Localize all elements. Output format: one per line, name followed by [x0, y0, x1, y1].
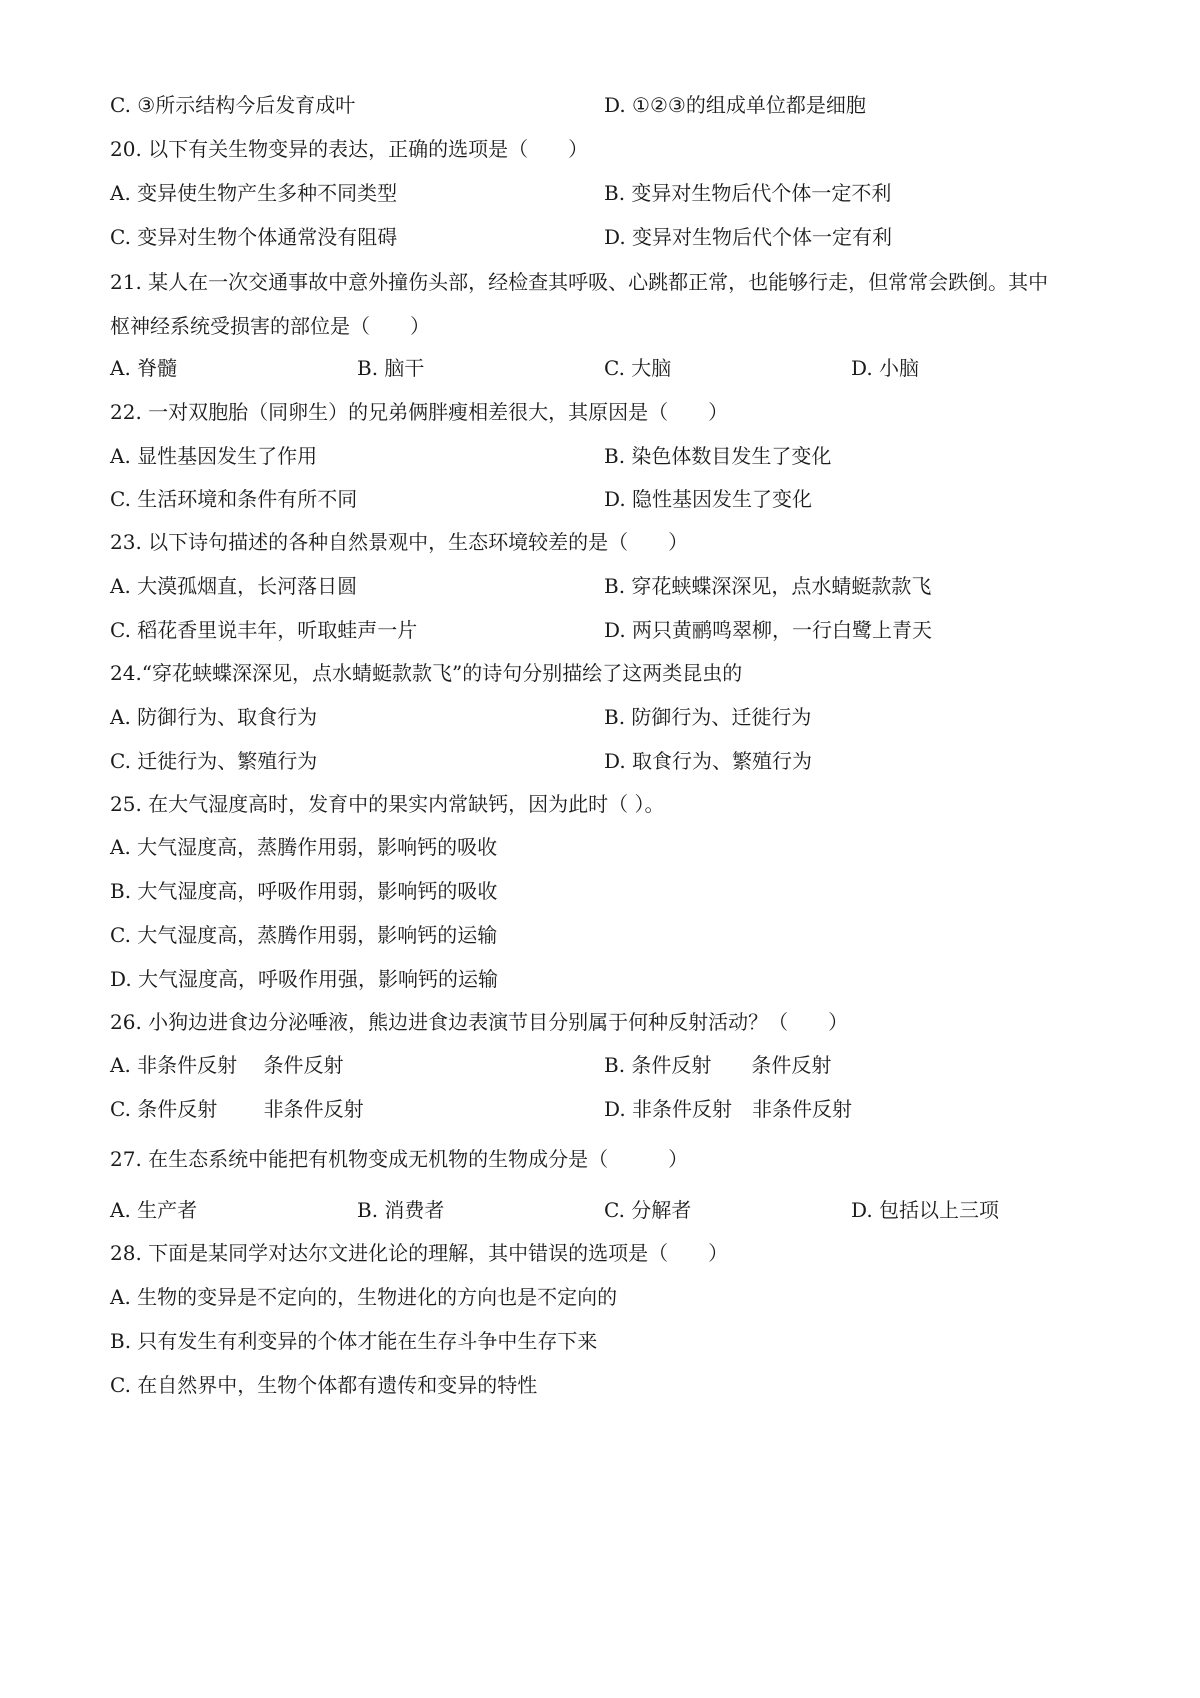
- q27-stem-text: 27. 在生态系统中能把有机物变成无机物的生物成分是（ ）: [110, 1147, 689, 1171]
- q27-option-b: B. 消费者: [357, 1198, 445, 1222]
- question-28-option-a-row: [0, 1280, 1200, 1314]
- question-20-options-row-2: [0, 220, 1200, 254]
- q26-option-c: C. 条件反射 非条件反射: [110, 1097, 364, 1121]
- question-23-stem: [0, 525, 1200, 559]
- q24-option-c: C. 迁徙行为、繁殖行为: [110, 749, 318, 773]
- q23-option-c: C. 稻花香里说丰年，听取蛙声一片: [110, 618, 418, 642]
- question-20-stem: [0, 132, 1200, 166]
- question-21-stem-line-1: [0, 265, 1200, 299]
- q21-option-d: D. 小脑: [851, 356, 920, 380]
- question-24-options-row-2: [0, 744, 1200, 778]
- question-24-stem: [0, 656, 1200, 690]
- q20-stem-text: 20. 以下有关生物变异的表达，正确的选项是（ ）: [110, 137, 589, 161]
- q21-stem-text-2: 枢神经系统受损害的部位是（ ）: [110, 314, 430, 338]
- q23-option-d: D. 两只黄鹂鸣翠柳，一行白鹭上青天: [604, 618, 933, 642]
- q21-option-b: B. 脑干: [357, 356, 425, 380]
- q24-option-a: A. 防御行为、取食行为: [110, 705, 318, 729]
- q22-stem-text: 22. 一对双胞胎（同卵生）的兄弟俩胖瘦相差很大，其原因是（ ）: [110, 400, 729, 424]
- question-25-option-c-row: [0, 918, 1200, 952]
- question-21-options-row: [0, 351, 1200, 385]
- question-22-options-row-1: [0, 439, 1200, 473]
- question-25-option-b-row: [0, 874, 1200, 908]
- q25-option-b: B. 大气湿度高，呼吸作用弱，影响钙的吸收: [110, 879, 498, 903]
- q24-option-b: B. 防御行为、迁徙行为: [604, 705, 812, 729]
- q20-option-d: D. 变异对生物后代个体一定有利: [604, 225, 893, 249]
- q22-option-c: C. 生活环境和条件有所不同: [110, 487, 358, 511]
- question-26-stem: [0, 1005, 1200, 1039]
- q21-option-a: A. 脊髓: [110, 356, 178, 380]
- question-21-stem-line-2: [0, 309, 1200, 343]
- question-26-options-row-1: [0, 1048, 1200, 1082]
- question-26-options-row-2: [0, 1092, 1200, 1126]
- question-25-option-a-row: [0, 830, 1200, 864]
- q20-option-b: B. 变异对生物后代个体一定不利: [604, 181, 892, 205]
- question-25-option-d-row: [0, 962, 1200, 996]
- question-19-options-row: [0, 88, 1200, 122]
- q24-option-d: D. 取食行为、繁殖行为: [604, 749, 813, 773]
- q27-option-c: C. 分解者: [604, 1198, 692, 1222]
- q27-option-a: A. 生产者: [110, 1198, 198, 1222]
- question-22-options-row-2: [0, 482, 1200, 516]
- question-23-options-row-1: [0, 569, 1200, 603]
- q20-option-a: A. 变异使生物产生多种不同类型: [110, 181, 398, 205]
- question-28-option-c-row: [0, 1368, 1200, 1402]
- q26-option-a: A. 非条件反射 条件反射: [110, 1053, 344, 1077]
- q28-option-c: C. 在自然界中，生物个体都有遗传和变异的特性: [110, 1373, 538, 1397]
- q28-option-a: A. 生物的变异是不定向的，生物进化的方向也是不定向的: [110, 1285, 618, 1309]
- q23-option-b: B. 穿花蛱蝶深深见，点水蜻蜓款款飞: [604, 574, 932, 598]
- q20-option-c: C. 变异对生物个体通常没有阻碍: [110, 225, 398, 249]
- q26-option-b: B. 条件反射 条件反射: [604, 1053, 832, 1077]
- q22-option-a: A. 显性基因发生了作用: [110, 444, 318, 468]
- question-28-option-b-row: [0, 1324, 1200, 1358]
- q21-stem-text-1: 21. 某人在一次交通事故中意外撞伤头部，经检查其呼吸、心跳都正常，也能够行走，但常常会跌倒。其中: [110, 270, 1049, 294]
- question-28-stem: [0, 1236, 1200, 1270]
- q22-option-d: D. 隐性基因发生了变化: [604, 487, 813, 511]
- q28-stem-text: 28. 下面是某同学对达尔文进化论的理解，其中错误的选项是（ ）: [110, 1241, 729, 1265]
- q21-option-c: C. 大脑: [604, 356, 672, 380]
- q27-option-d: D. 包括以上三项: [851, 1198, 1000, 1222]
- q22-option-b: B. 染色体数目发生了变化: [604, 444, 832, 468]
- q25-option-c: C. 大气湿度高，蒸腾作用弱，影响钙的运输: [110, 923, 498, 947]
- q25-option-d: D. 大气湿度高，呼吸作用强，影响钙的运输: [110, 967, 499, 991]
- q19-option-c: C. ③所示结构今后发育成叶: [110, 93, 356, 117]
- q26-option-d: D. 非条件反射 非条件反射: [604, 1097, 853, 1121]
- question-25-stem: [0, 787, 1200, 821]
- question-24-options-row-1: [0, 700, 1200, 734]
- question-27-stem: [0, 1142, 1200, 1176]
- question-27-options-row: [0, 1193, 1200, 1227]
- q25-option-a: A. 大气湿度高，蒸腾作用弱，影响钙的吸收: [110, 835, 498, 859]
- question-20-options-row-1: [0, 176, 1200, 210]
- question-23-options-row-2: [0, 613, 1200, 647]
- q28-option-b: B. 只有发生有利变异的个体才能在生存斗争中生存下来: [110, 1329, 598, 1353]
- q23-option-a: A. 大漠孤烟直，长河落日圆: [110, 574, 358, 598]
- question-22-stem: [0, 395, 1200, 429]
- q19-option-d: D. ①②③的组成单位都是细胞: [604, 93, 866, 117]
- q23-stem-text: 23. 以下诗句描述的各种自然景观中，生态环境较差的是（ ）: [110, 530, 689, 554]
- q24-stem-text: 24.“穿花蛱蝶深深见，点水蜻蜓款款飞”的诗句分别描绘了这两类昆虫的: [110, 661, 743, 685]
- q25-stem-text: 25. 在大气湿度高时，发育中的果实内常缺钙，因为此时（ ）。: [110, 792, 665, 816]
- q26-stem-text: 26. 小狗边进食边分泌唾液，熊边进食边表演节目分别属于何种反射活动？（ ）: [110, 1010, 849, 1034]
